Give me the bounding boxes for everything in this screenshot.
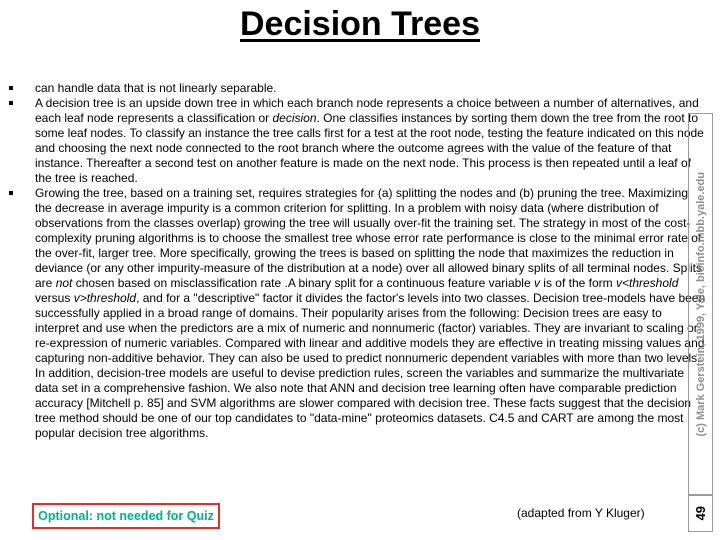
page-title (0, 5, 720, 44)
page-number: 49 (693, 506, 708, 521)
copyright-sidebar (688, 113, 713, 495)
page-title-text: Decision Trees (239, 5, 480, 43)
bullet-marker-icon (9, 191, 13, 195)
bullet-item-2 (0, 96, 706, 186)
optional-note-box (32, 503, 220, 529)
bullet-item-3 (0, 186, 706, 441)
bullet-list (0, 81, 706, 441)
bullet-item-1 (0, 81, 706, 96)
optional-note-text: Optional: not needed for Quiz (38, 509, 214, 523)
bullet-text: Growing the tree, based on a training set, requires strategies for (a) splitting the nodes and (b) pruning the tree. Maximizing the decrease in average impurity is a common criterion for splitting. In a problem with noisy data (where distribution of observations from the classes overlap) growing the tree will usually over-fit the training set. The strategy in most of the cost-complexity pruning algorithms is to choose the smallest tree whose error rate performance is close to the minimal error rate of the over-fit, larger tree. More specifically, growing the trees is based on splitting the node that maximizes the reduction in deviance (or any other impurity-measure of the distribution at a node) over all allowed binary splits of all terminal nodes. Splits are not chosen based on misclassification rate .A binary split for a continuous feature variable v is of the form v<threshold versus v>threshold, and for a "descriptive" factor it divides the factor's levels into two classes. Decision tree-models have been successfully applied in a broad range of domains. Their popularity arises from the following: Decision trees are easy to interpret and use when the predictors are a mix of numeric and nonnumeric (factor) variables. They are invariant to scaling or re-expression of numeric variables. Compared with linear and additive models they are effective in treating missing values and capturing non-additive behavior. They can also be used to predict nonnumeric dependent variables with more than two levels. In addition, decision-tree models are useful to devise prediction rules, screen the variables and summarize the multivariate data set in a comprehensive fashion. We also note that ANN and decision tree learning often have comparable prediction accuracy [Mitchell p. 85] and SVM algorithms are slower compared with decision tree. These facts suggest that the decision tree method should be one of our top candidates to "data-mine" proteomics datasets. C4.5 and CART are among the most popular decision tree algorithms. (35, 186, 706, 440)
bullet-marker-icon (9, 101, 13, 105)
attribution-text: (adapted from Y Kluger) (517, 506, 645, 520)
bullet-text: can handle data that is not linearly separable. (35, 81, 277, 95)
copyright-text: (c) Mark Gerstein, 1999, Yale, bioinfo.mbb.yale.edu (694, 171, 707, 437)
bullet-text: A decision tree is an upside down tree in which each branch node represents a choice between a number of alternatives, and each leaf node represents a classification or decision. One classifies instances by sorting them down the tree from the root to some leaf nodes. To classify an instance the tree calls first for a test at the root node, testing the feature indicated on this node and choosing the next node connected to the root branch where the outcome agrees with the value of the feature of that instance. Thereafter a second test on another feature is made on the next node. This process is then repeated until a leaf of the tree is reached. (35, 96, 704, 185)
page-number-box (688, 495, 713, 532)
bullet-marker-icon (9, 86, 13, 90)
